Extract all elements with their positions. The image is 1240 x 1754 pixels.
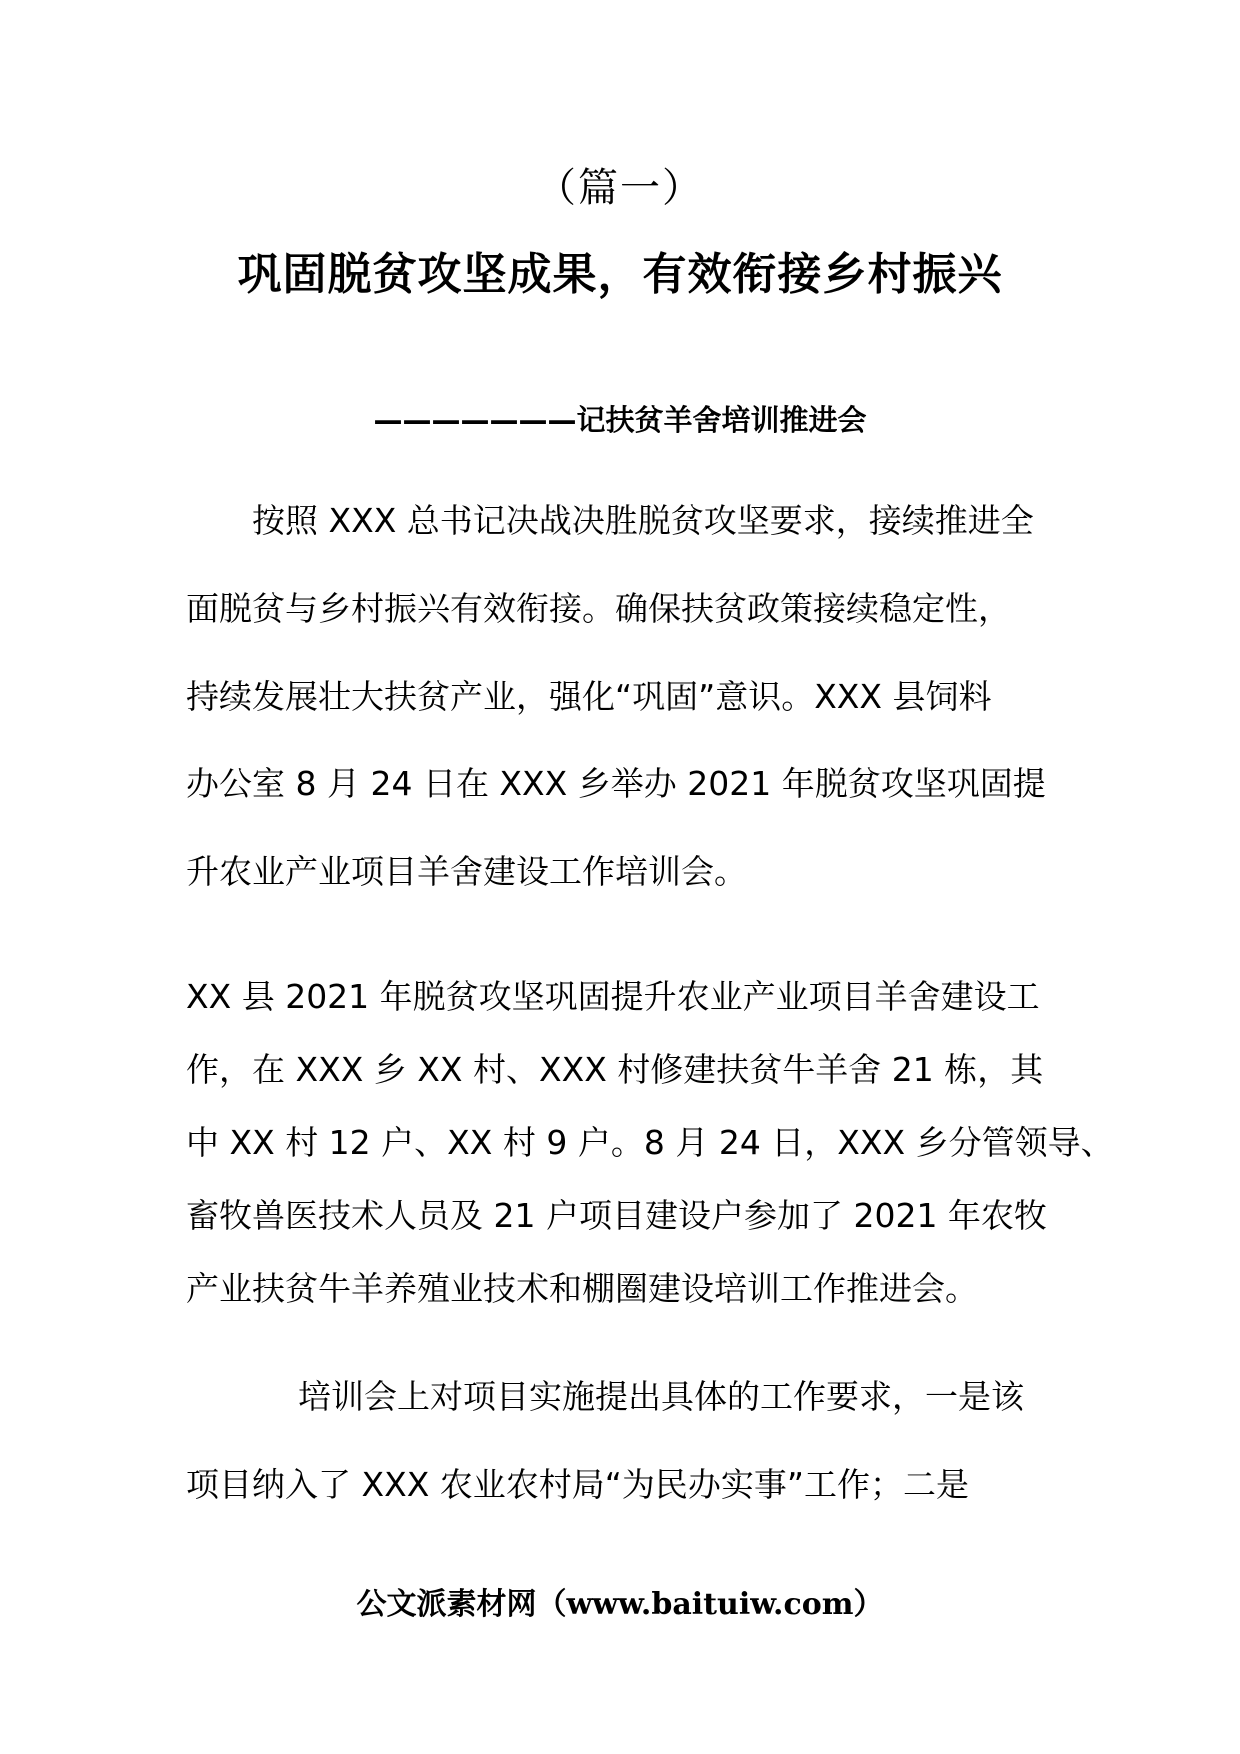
paragraph-line: 畜牧兽医技术人员及 21 户项目建设户参加了 2021 年农牧 bbox=[186, 1196, 1047, 1235]
section-label: （篇一） bbox=[536, 165, 704, 211]
paragraph-line: 面脱贫与乡村振兴有效衔接。确保扶贫政策接续稳定性， bbox=[186, 589, 1011, 628]
footer-site-name: 公文派素材网 bbox=[356, 1587, 537, 1622]
paragraph-line: 升农业产业项目羊舍建设工作培训会。 bbox=[186, 852, 747, 891]
document-subtitle: ———————记扶贫羊舍培训推进会 bbox=[373, 403, 867, 437]
paragraph-line: 作，在 XXX 乡 XX 村、XXX 村修建扶贫牛羊舍 21 栋，其 bbox=[186, 1050, 1044, 1089]
paragraph-line: 持续发展壮大扶贫产业，强化“巩固”意识。XXX 县饲料 bbox=[186, 677, 992, 716]
document-title: 巩固脱贫攻坚成果，有效衔接乡村振兴 bbox=[237, 249, 1003, 300]
paragraph-line: 中 XX 村 12 户、XX 村 9 户。8 月 24 日，XXX 乡分管领导、 bbox=[186, 1123, 1114, 1162]
paragraph-line: 产业扶贫牛羊养殖业技术和棚圈建设培训工作推进会。 bbox=[186, 1269, 978, 1308]
paragraph-line: 项目纳入了 XXX 农业农村局“为民办实事”工作；二是 bbox=[186, 1465, 969, 1504]
paragraph-line: 培训会上对项目实施提出具体的工作要求，一是该 bbox=[298, 1377, 1024, 1416]
paragraph-line: XX 县 2021 年脱贫攻坚巩固提升农业产业项目羊舍建设工 bbox=[186, 977, 1040, 1016]
footer-watermark bbox=[0, 1582, 1240, 1628]
paragraph-line: 办公室 8 月 24 日在 XXX 乡举办 2021 年脱贫攻坚巩固提 bbox=[186, 764, 1046, 803]
paragraph-line: 按照 XXX 总书记决战决胜脱贫攻坚要求，接续推进全 bbox=[252, 501, 1034, 540]
footer-site-url: （www.baituiw.com） bbox=[536, 1587, 884, 1622]
